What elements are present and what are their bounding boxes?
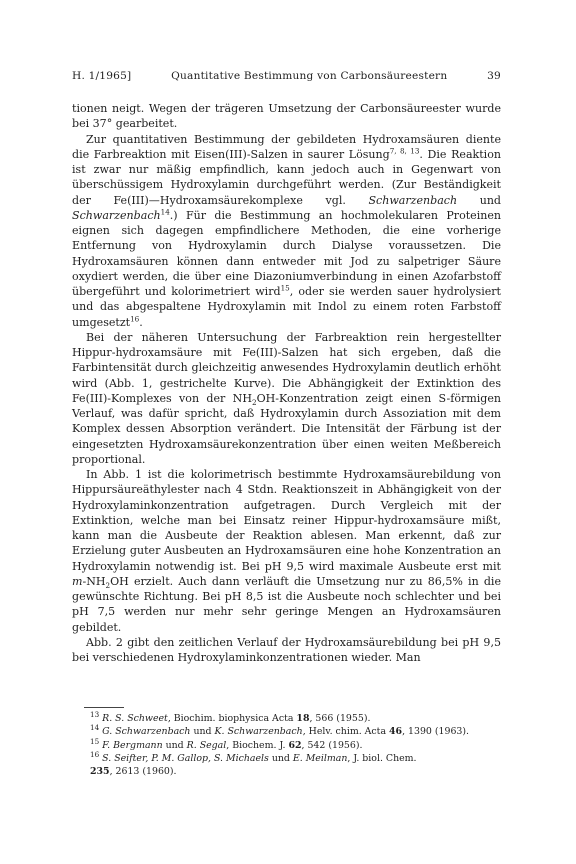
footnote-journal: , Helv. chim. Acta [302, 726, 390, 738]
footnote-volume: 62 [288, 739, 302, 751]
footnote-conjunction: und [162, 739, 187, 751]
paragraph-2 [72, 132, 501, 330]
footnote-pages: , 2613 (1960). [109, 766, 177, 778]
footnote-number: 15 [90, 736, 100, 746]
footnote-divider [84, 707, 124, 708]
footnote-13 [72, 709, 501, 725]
footnote-ref-14: 14 [160, 207, 170, 217]
footnote-ref-15: 15 [280, 283, 290, 293]
footnote-14 [72, 725, 501, 738]
p2-text-d: .) Für die Bestimmung an hochmolekularen Proteinen eignen sich dagegen empfindlichere Methoden, die eine vorherige Entfernung von Hydroxylamin durch Dialyse voraussetzen. Die Hydroxamsäuren können dann entweder mit Jod zu salpetriger Säure oxydiert werden, die über eine Diazoniumverbindung in einen Azofarbstoff übergeführt und kolorimetriert wird [72, 208, 501, 298]
p2-text-f: . [139, 315, 143, 329]
author-name: Schwarzenbach [72, 208, 161, 222]
paragraph-4 [72, 467, 501, 635]
paragraph-5: Abb. 2 gibt den zeitlichen Verlauf der Hydroxamsäurebildung bei pH 9,5 bei verschiedenen Hydroxylaminkonzentrationen wieder. Man [72, 635, 501, 664]
footnote-author: R. Segal [186, 739, 227, 751]
author-name: Schwarzenbach [368, 193, 458, 207]
footnote-15 [72, 736, 501, 752]
p2-text-a: Zur quantitativen Bestimmung der gebildeten Hydroxamsäuren diente die Farbreaktion mit Eisen(III)-Salzen in saurer Lösung [72, 132, 501, 161]
p4-text-a: In Abb. 1 ist die kolorimetrisch bestimmte Hydroxamsäurebildung von Hippursäureäthylester nach 4 Stdn. Reaktionszeit in Abhängigkeit von der Hydroxylaminkonzentration aufgetragen. Durch Vergleich mit der Extinktion, welche man bei Einsatz reiner Hippur-hydroxamsäure mißt, kann man die Ausbeute der Reaktion ablesen. Man erkennt, daß zur Erzielung guter Ausbeuten an Hydroxamsäuren eine hohe Konzentration an Hydroxylamin notwendig ist. Bei pH 9,5 wird maximale Ausbeute erst mit [72, 468, 501, 573]
footnote-author: E. Meilman [292, 752, 348, 764]
paragraph-3 [72, 330, 501, 467]
p2-text-e: , oder sie werden sauer hydrolysiert und das abgespaltene Hydroxylamin mit Indol zu einem roten Farbstoff umgesetzt [72, 285, 501, 329]
footnote-volume: 235 [90, 766, 110, 778]
footnote-volume: 46 [389, 726, 403, 738]
main-text [72, 101, 501, 665]
footnote-pages: , 542 (1956). [301, 739, 363, 751]
meta-prefix: m [72, 574, 83, 588]
p3-text-b: OH-Konzentration zeigt einen S-förmigen Verlauf, was dafür spricht, daß Hydroxylamin durch Assoziation mit dem Komplex dessen Absorption verändert. Die Intensität der Färbung ist der eingesetzten Hydroxamsäurekonzentration über einen weiten Meßbereich proportional. [72, 391, 501, 466]
footnote-journal: , Biochim. biophysica Acta [167, 713, 297, 724]
footnote-ref-7-8-13: 7, 8, 13 [389, 146, 420, 156]
subscript: 2 [105, 580, 111, 590]
footnote-number: 16 [90, 749, 100, 759]
footnote-author: F. Bergmann [102, 739, 163, 751]
running-header [72, 70, 501, 82]
footnote-number: 13 [90, 709, 100, 719]
footnote-number: 14 [90, 723, 100, 733]
footnote-author: S. Seifter, P. M. Gallop, S. Michaels [102, 752, 269, 764]
footnote-author: G. Schwarzenbach [102, 726, 191, 738]
footnote-16 [72, 749, 501, 779]
footnote-author: K. Schwarzenbach [214, 726, 303, 738]
footnote-author: R. S. Schweet [102, 713, 168, 724]
footnote-conjunction: und [190, 726, 215, 738]
footnote-conjunction: und [268, 752, 293, 764]
header-issue: H. 1/1965] [72, 70, 132, 82]
p2-text-c: und [457, 193, 502, 207]
footnote-volume: 18 [296, 713, 310, 724]
p4-text-b: -NH [82, 574, 106, 588]
footnote-journal: , Biochem. J. [226, 739, 289, 751]
footnote-pages: , 566 (1955). [309, 713, 371, 724]
paragraph-1: tionen neigt. Wegen der trägeren Umsetzung der Carbonsäureester wurde bei 37° gearbeitet. [72, 102, 501, 131]
subscript: 2 [251, 397, 257, 407]
footnote-pages: , 1390 (1963). [402, 726, 470, 738]
footnote-ref-16: 16 [130, 313, 140, 323]
p4-text-c: OH erzielt. Auch dann verläuft die Umsetzung nur zu 86,5% in die gewünschte Richtung. Bei pH 8,5 ist die Ausbeute noch schlechter und bei pH 7,5 werden nur mehr sehr geringe Mengen an Hydroxamsäuren gebildet. [72, 574, 501, 634]
page-number: 39 [487, 70, 501, 82]
footnote-journal: , J. biol. Chem. [347, 752, 417, 764]
p3-text-a: Bei der näheren Untersuchung der Farbreaktion rein hergestellter Hippur-hydroxamsäure mit Fe(III)-Salzen hat sich ergeben, daß die Farbintensität durch gleichzeitig anwesendes Hydroxylamin deutlich erhöht wird (Abb. 1, gestrichelte Kurve). Die Abhängigkeit der Extinktion des Fe(III)-Komplexes von der NH [72, 330, 501, 405]
header-title: Quantitative Bestimmung von Carbonsäureestern [171, 70, 448, 82]
p2-text-b: . Die Reaktion ist zwar nur mäßig empfindlich, kann jedoch auch in Gegenwart von überschüssigem Hydroxylamin durchgeführt werden. (Zur Beständigkeit der Fe(III)—Hydroxamsäurekomplexe vgl. [72, 147, 501, 207]
footnotes [72, 709, 501, 778]
